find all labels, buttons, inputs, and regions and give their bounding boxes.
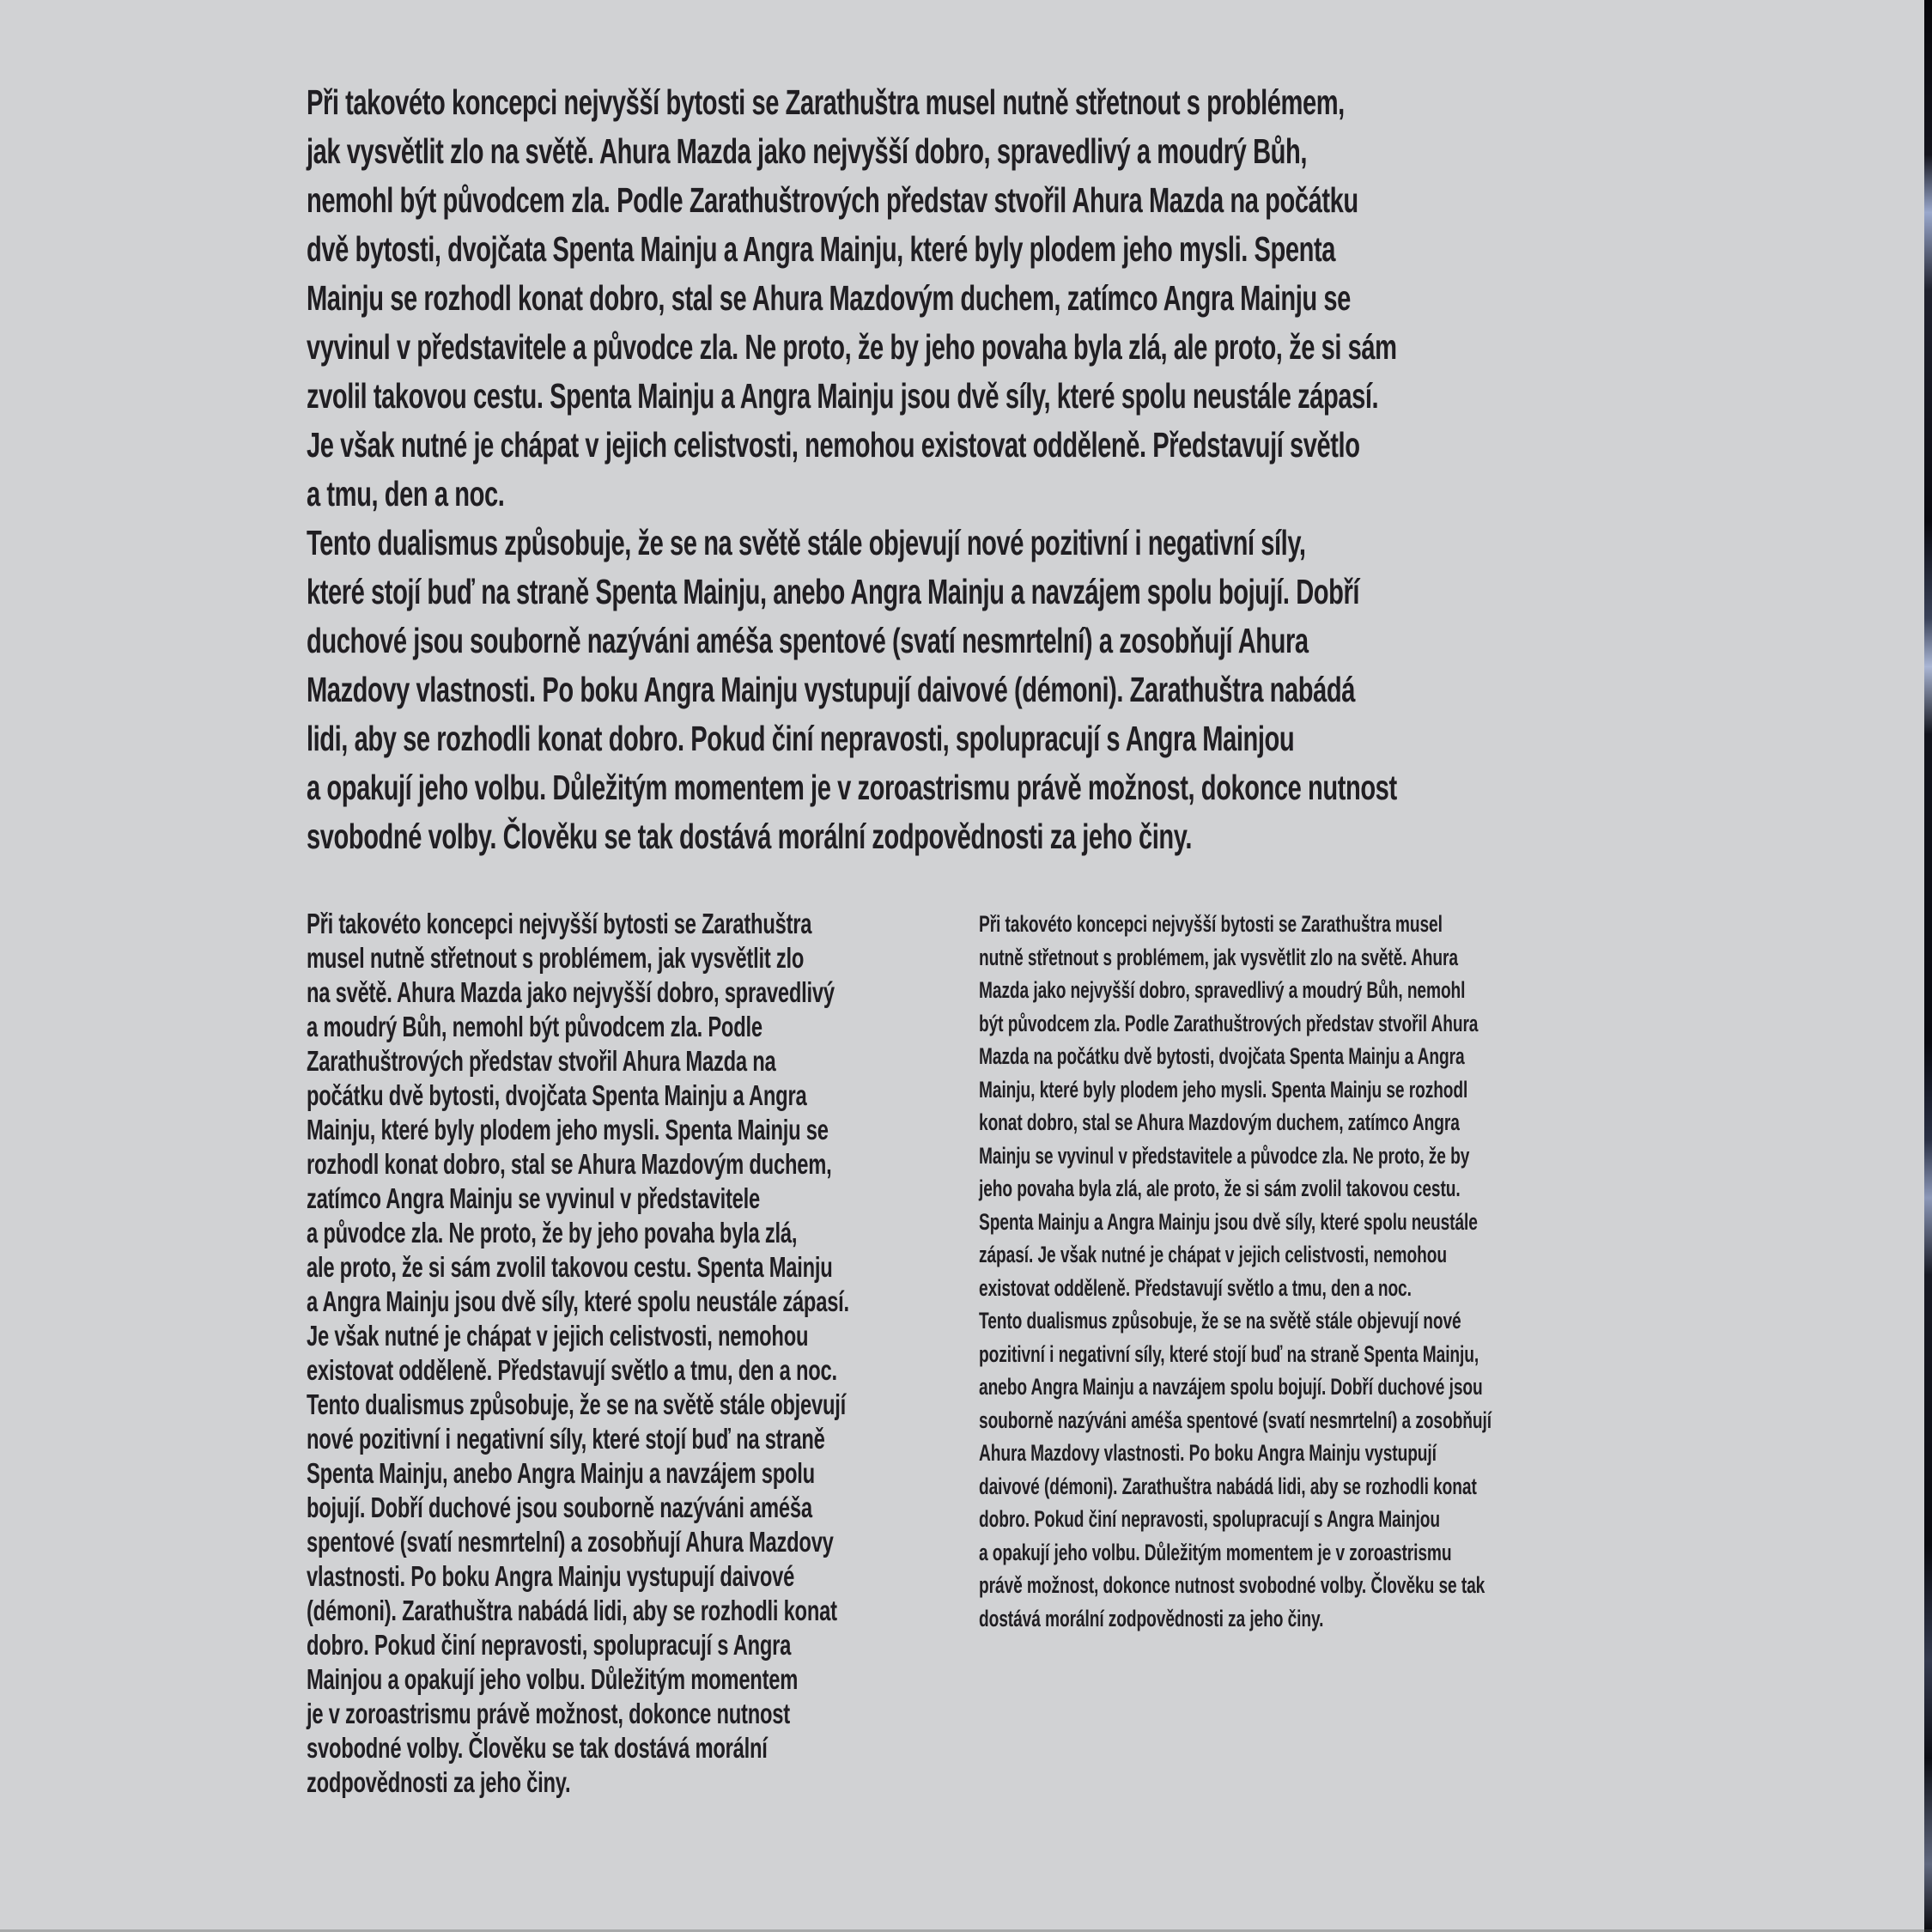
text-line: Mainju se vyvinul v představitele a původce zla. Ne proto, že by [979,1142,1470,1169]
large-text-block [307,78,1397,861]
text-line: daivové (démoni). Zarathuštra nabádá lidi, aby se rozhodli konat [979,1473,1477,1499]
text-line: Mazdovy vlastnosti. Po boku Angra Mainju vystupují daivové (démoni). Zarathuštra nabádá [307,670,1355,709]
text-line: konat dobro, stal se Ahura Mazdovým duchem, zatímco Angra [979,1109,1460,1135]
text-line: Ahura Mazdovy vlastnosti. Po boku Angra Mainju vystupují [979,1440,1437,1466]
text-line: nutně střetnout s problémem, jak vysvětlit zlo na světě. Ahura [979,944,1458,970]
text-line: Mazda jako nejvyšší dobro, spravedlivý a moudrý Bůh, nemohl [979,977,1466,1003]
text-line: dostává morální zodpovědnosti za jeho činy. [979,1605,1324,1631]
text-line: je v zoroastrismu právě možnost, dokonce nutnost [307,1698,790,1729]
text-line: které stojí buď na straně Spenta Mainju, anebo Angra Mainju a navzájem spolu bojují. Dobří [307,572,1360,611]
text-line: a moudrý Bůh, nemohl být původcem zla. Podle [307,1011,762,1042]
text-line: zvolil takovou cestu. Spenta Mainju a Angra Mainju jsou dvě síly, které spolu neustále zápasí. [307,376,1379,416]
text-line: Je však nutné je chápat v jejich celistvosti, nemohou [307,1320,809,1352]
text-line: Při takovéto koncepci nejvyšší bytosti se Zarathuštra [307,908,812,939]
text-line: a Angra Mainju jsou dvě síly, které spolu neustále zápasí. [307,1285,849,1317]
text-line: dobro. Pokud činí nepravosti, spolupracují s Angra Mainjou [979,1506,1440,1532]
text-line: Mazda na počátku dvě bytosti, dvojčata Spenta Mainju a Angra [979,1043,1465,1069]
text-line: Při takovéto koncepci nejvyšší bytosti se Zarathuštra musel [979,911,1443,937]
text-line: duchové jsou souborně nazýváni améša spentové (svatí nesmrtelní) a zosobňují Ahura [307,621,1309,660]
text-line: Spenta Mainju, anebo Angra Mainju a navzájem spolu [307,1457,815,1489]
text-line: jak vysvětlit zlo na světě. Ahura Mazda jako nejvyšší dobro, spravedlivý a moudrý Bůh, [307,131,1307,171]
text-line: Je však nutné je chápat v jejich celistvosti, nemohou existovat odděleně. Představují světlo [307,425,1360,465]
text-line: dvě bytosti, dvojčata Spenta Mainju a Angra Mainju, které byly plodem jeho mysli. Spenta [307,229,1335,269]
text-line: anebo Angra Mainju a navzájem spolu bojují. Dobří duchové jsou [979,1374,1483,1400]
adjacent-page-photo-edge [1924,0,1932,1932]
text-line: Mainju se rozhodl konat dobro, stal se Ahura Mazdovým duchem, zatímco Angra Mainju se [307,278,1351,318]
text-line: (démoni). Zarathuštra nabádá lidi, aby se rozhodli konat [307,1595,837,1626]
text-line: existovat odděleně. Představují světlo a tmu, den a noc. [979,1274,1412,1301]
text-line: lidi, aby se rozhodli konat dobro. Pokud činí nepravosti, spolupracují s Angra Mainjou [307,719,1295,758]
text-line: Tento dualismus způsobuje, že se na světě stále objevují nové pozitivní i negativní síly, [307,523,1306,562]
text-line: spentové (svatí nesmrtelní) a zosobňují Ahura Mazdovy [307,1526,834,1558]
small-text-column [979,908,1492,1635]
text-line: právě možnost, dokonce nutnost svobodné volby. Člověku se tak [979,1572,1485,1598]
text-line: bojují. Dobří duchové jsou souborně nazýváni améša [307,1492,812,1523]
text-line: Mainjou a opakují jeho volbu. Důležitým momentem [307,1663,799,1695]
text-line: a tmu, den a noc. [307,474,505,513]
text-line: zápasí. Je však nutné je chápat v jejich celistvosti, nemohou [979,1242,1447,1267]
text-line: zatímco Angra Mainju se vyvinul v představitele [307,1182,761,1214]
text-line: souborně nazýváni améša spentové (svatí nesmrtelní) a zosobňují [979,1406,1492,1433]
text-line: nové pozitivní i negativní síly, které stojí buď na straně [307,1423,825,1455]
text-line: Spenta Mainju a Angra Mainju jsou dvě síly, které spolu neustále [979,1208,1478,1235]
text-line: být původcem zla. Podle Zarathuštrových představ stvořil Ahura [979,1010,1479,1036]
text-line: a opakují jeho volbu. Důležitým momentem je v zoroastrismu [979,1539,1452,1565]
text-line: a opakují jeho volbu. Důležitým momentem je v zoroastrismu právě možnost, dokonce nutnost [307,768,1397,807]
text-line: ale proto, že si sám zvolil takovou cestu. Spenta Mainju [307,1251,833,1283]
text-line: dobro. Pokud činí nepravosti, spolupracují s Angra [307,1629,792,1661]
text-line: svobodné volby. Člověku se tak dostává morální zodpovědnosti za jeho činy. [307,817,1192,856]
text-line: a původce zla. Ne proto, že by jeho povaha byla zlá, [307,1217,798,1249]
text-line: zodpovědnosti za jeho činy. [307,1766,571,1798]
text-line: Tento dualismus způsobuje, že se na světě stále objevují [307,1388,846,1420]
text-line: Mainju, které byly plodem jeho mysli. Spenta Mainju se rozhodl [979,1076,1468,1103]
text-line: počátku dvě bytosti, dvojčata Spenta Mainju a Angra [307,1079,807,1111]
text-line: pozitivní i negativní síly, které stojí buď na straně Spenta Mainju, [979,1340,1479,1367]
text-line: musel nutně střetnout s problémem, jak vysvětlit zlo [307,942,805,974]
text-line: Při takovéto koncepci nejvyšší bytosti se Zarathuštra musel nutně střetnout s problémem, [307,82,1345,122]
text-line: vlastnosti. Po boku Angra Mainju vystupují daivové [307,1560,795,1592]
text-line: nemohl být původcem zla. Podle Zarathuštrových představ stvořil Ahura Mazda na počátku [307,180,1358,220]
text-line: Mainju, které byly plodem jeho mysli. Spenta Mainju se [307,1114,829,1145]
text-line: na světě. Ahura Mazda jako nejvyšší dobro, spravedlivý [307,976,835,1008]
text-line: svobodné volby. Člověku se tak dostává morální [307,1732,768,1764]
text-line: Tento dualismus způsobuje, že se na světě stále objevují nové [979,1308,1461,1334]
text-line: rozhodl konat dobro, stal se Ahura Mazdovým duchem, [307,1148,832,1180]
text-line: existovat odděleně. Představují světlo a tmu, den a noc. [307,1354,837,1386]
medium-text-column [307,907,849,1800]
text-line: Zarathuštrových představ stvořil Ahura Mazda na [307,1045,776,1077]
text-line: jeho povaha byla zlá, ale proto, že si sám zvolil takovou cestu. [979,1176,1461,1201]
text-line: vyvinul v představitele a původce zla. Ne proto, že by jeho povaha byla zlá, ale proto, že si sám [307,327,1397,367]
